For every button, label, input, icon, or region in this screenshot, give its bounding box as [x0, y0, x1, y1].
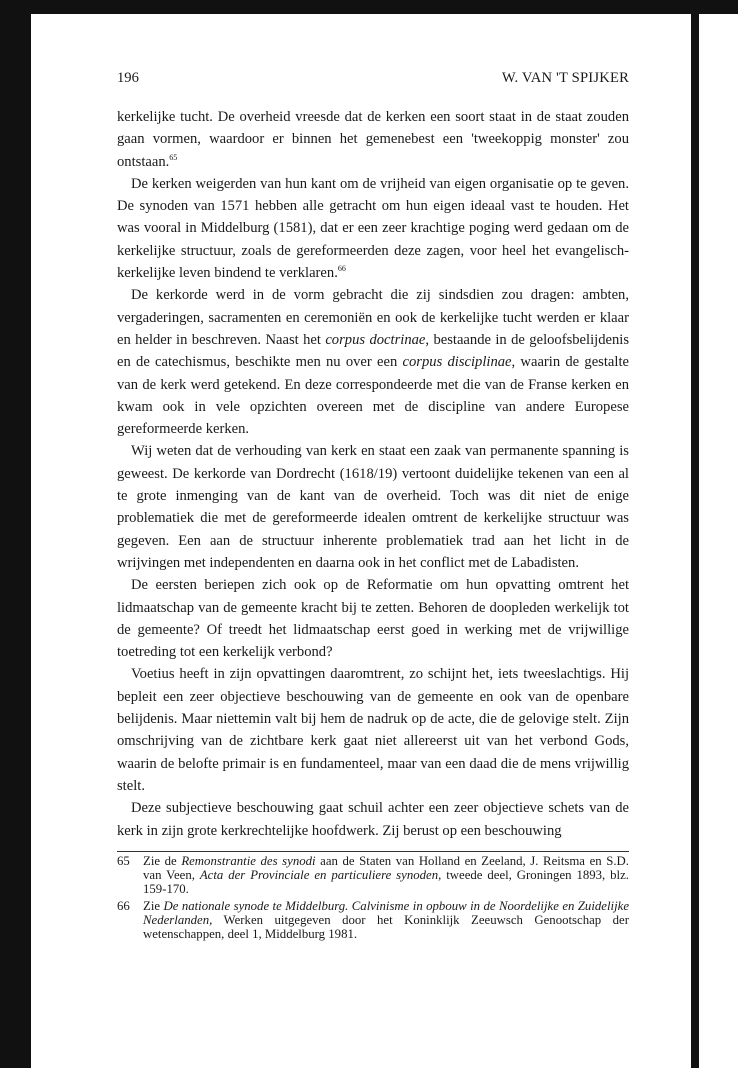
paragraph [117, 663, 629, 797]
footnote-reference: 65 [169, 152, 178, 162]
text-run: , waarin de gestalte van de kerk werd getekend. En deze correspondeerde met die van de Franse kerken en kwam ook in vele opzichten overeen met de discipline van andere Europese gereformeerde kerken. [117, 354, 629, 438]
text-run: Werken uitgegeven door het Koninklijk Zeeuwsch Genootschap der wetenschappen, deel 1, Middelburg 1981. [143, 912, 629, 942]
text-run: aan de Staten van Holland en Zeeland, J. Reitsma en S.D. van Veen, [143, 854, 629, 883]
paragraph [117, 284, 629, 440]
footnote-number: 66 [117, 898, 130, 913]
scan-paper-margin [699, 14, 738, 1068]
text-run: Voetius heeft in zijn opvattingen daaromtrent, zo schijnt het, iets tweeslachtigs. Hij bepleit een zeer objectieve beschouwing van de gemeente en ook van de openbare belijdenis. Maar niettemin valt bij hem de nadruk op de acte, die de gelovige stelt. Zijn omschrijving van de zichtbare kerk gaat niet allereerst uit van het verbond Gods, waarin de belofte primair is en fundamenteel, maar van een daad die de mens vrijwillig stelt. [117, 666, 629, 794]
italic-title: De nationale synode te Middelburg. Calvinisme in opbouw in de Noordelijke en Zuidelijke Nederlanden, [143, 898, 629, 927]
text-run: , bestaande in de geloofsbelijdenis en de catechismus, beschikte men nu over een [117, 331, 629, 371]
text-run: Zie [143, 898, 164, 913]
text-run: De eersten beriepen zich ook op de Reformatie om hun opvatting omtrent het lidmaatschap van de gemeente kracht bij te zetten. Behoren de doopleden werkelijk tot de gemeente? Of treedt het lidmaatschap eerst goed in werking met de vrijwillige toetreding tot een kerkelijk verbond? [117, 577, 629, 661]
paragraph [117, 440, 629, 574]
page-number: 196 [117, 70, 139, 86]
italic-title: Remonstrantie des synodi [181, 854, 316, 868]
italic-title: Acta der Provinciale en particuliere synoden, [199, 868, 442, 883]
scan-edge-right [691, 0, 699, 1068]
footnote [117, 854, 629, 897]
italic-title: corpus disciplinae [402, 354, 512, 371]
body-text [117, 106, 629, 842]
paragraph [117, 797, 629, 842]
paragraph [117, 106, 629, 173]
text-run: De kerkorde werd in de vorm gebracht die zij sindsdien zou dragen: ambten, vergaderingen, sacramenten en ceremoniën en ook de kerkelijke tucht werden er klaar en helder in beschreven. Naast het [117, 287, 629, 348]
paragraph [117, 173, 629, 284]
footnote-reference: 66 [337, 264, 346, 274]
footnote-number: 65 [117, 854, 130, 868]
paragraph [117, 574, 629, 663]
scan-edge-left [0, 0, 31, 1068]
text-run: tweede deel, Groningen 1893, blz. 159-170. [143, 868, 629, 897]
footnote [117, 899, 629, 942]
text-run: Zie de [143, 854, 182, 868]
scan-edge-top [0, 0, 738, 14]
text-run: Wij weten dat de verhouding van kerk en staat een zaak van permanente spanning is geweest. De kerkorde van Dordrecht (1618/19) vertoont duidelijke tekenen van een al te grote inmenging van de kant van de overheid. Toch was dit niet de enige problematiek die met de gereformeerde idealen omtrent de kerkelijke structuur was gegeven. Een aan de structuur inherente problematiek trad aan het licht in de wrijvingen met independenten en daarna ook in het conflict met de Labadisten. [117, 443, 629, 571]
text-run: Deze subjectieve beschouwing gaat schuil achter een zeer objectieve schets van de kerk in zijn grote kerkrechtelijke hoofdwerk. Zij berust op een beschouwing [117, 800, 629, 839]
footnotes [117, 851, 629, 943]
italic-title: corpus doctrinae [325, 331, 426, 348]
running-header [117, 70, 629, 88]
text-run: kerkelijke tucht. De overheid vreesde dat de kerken een soort staat in de staat zouden gaan vormen, waardoor er binnen het gemenebest een 'tweekoppig monster' zou ontstaan. [117, 109, 629, 170]
running-head-author: W. VAN 'T SPIJKER [501, 70, 629, 86]
text-run: De kerken weigerden van hun kant om de vrijheid van eigen organisatie op te geven. De synoden van 1571 hebben alle getracht om hun eigen ideaal vast te houden. Het was vooral in Middelburg (1581), dat er een zeer krachtige poging werd gedaan om de kerkelijke structuur, zoals de gereformeerden deze zagen, voor heel het evangelisch-kerkelijke leven bindend te verklaren. [117, 175, 629, 282]
